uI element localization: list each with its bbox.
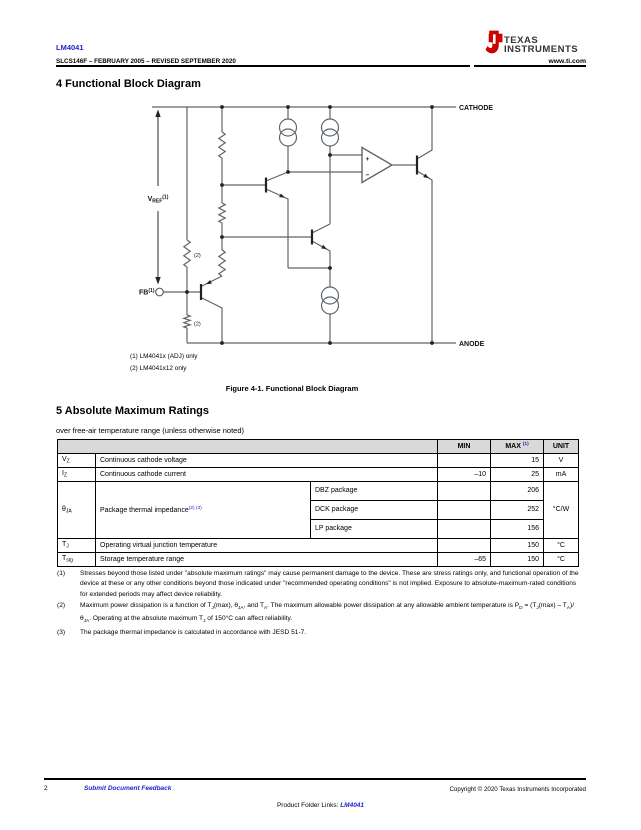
current-source: [322, 119, 339, 136]
footnote-text: The package thermal impedance is calculated in accordance with JESD 51-7.: [80, 628, 307, 636]
unit-cell: °C: [544, 539, 579, 553]
min-cell: –10: [438, 468, 491, 482]
resistor-note-top: (2): [194, 253, 201, 259]
symbol-cell: $T_{stg}$: [58, 553, 96, 567]
desc-cell: Continuous cathode current: [96, 468, 438, 482]
current-source: [322, 287, 339, 304]
desc-cell: Operating virtual junction temperature: [96, 539, 438, 553]
resistor: [219, 132, 225, 158]
section-5-subtitle: over free-air temperature range (unless otherwise noted): [56, 425, 245, 435]
header-rule-left: [56, 65, 470, 67]
functional-block-diagram: [0, 95, 641, 355]
header-unit: UNIT: [544, 440, 579, 454]
unit-cell: °C/W: [544, 482, 579, 539]
max-cell: 15: [491, 454, 544, 468]
npn2-arrow-icon: [321, 245, 328, 251]
current-source: [322, 297, 339, 314]
current-source: [322, 129, 339, 146]
desc-cell: Continuous cathode voltage: [96, 454, 438, 468]
footnote-1: [57, 569, 589, 600]
footnote-number: (2): [57, 601, 66, 609]
footnote-2: [57, 601, 589, 628]
page-number: 2: [44, 785, 48, 792]
doc-revision-info: SLCS146F – FEBRUARY 2005 – REVISED SEPTEMBER 2020: [56, 57, 236, 65]
npn1-collector: [266, 172, 288, 181]
header-min: MIN: [438, 440, 491, 454]
desc-cell: Storage temperature range: [96, 553, 438, 567]
copyright-text: Copyright © 2020 Texas Instruments Incorporated: [449, 785, 586, 793]
desc-cell: Package thermal impedance$^{(2) (3)}$: [96, 482, 311, 539]
max-cell: 206: [491, 482, 544, 501]
unit-cell: mA: [544, 468, 579, 482]
max-cell: 150: [491, 539, 544, 553]
resistor: [219, 250, 225, 276]
cathode-label: CATHODE: [459, 105, 494, 112]
product-folder-line: [0, 802, 641, 809]
npn2-collector: [312, 224, 330, 233]
brand-instruments: INSTRUMENTS: [504, 43, 579, 55]
pnp-emitter: [201, 276, 222, 287]
max-cell: 252: [491, 501, 544, 520]
min-cell: [438, 501, 491, 520]
product-folder-link[interactable]: LM4041: [340, 801, 365, 809]
npn1-emitter: [266, 189, 288, 268]
figure-caption: Figure 4-1. Functional Block Diagram: [225, 383, 359, 393]
table-row-theta-dbz: [58, 482, 579, 501]
product-folder-label: Product Folder Links:: [276, 801, 341, 809]
symbol-cell: $I_Z$: [58, 468, 96, 482]
fb-terminal: [156, 288, 164, 296]
footnote-ref-link[interactable]: (2) (3): [188, 505, 202, 511]
max-cell: 25: [491, 468, 544, 482]
section-4-title: 4 Functional Block Diagram: [56, 77, 201, 90]
fb-label: FB(1): [139, 288, 155, 297]
npn1-arrow-icon: [279, 194, 286, 200]
symbol-cell: $\theta_{JA}$: [58, 482, 96, 539]
npn3-arrow-icon: [423, 174, 430, 180]
abs-max-table: [57, 439, 579, 567]
npn3-emitter: [417, 171, 432, 343]
unit-cell: V: [544, 454, 579, 468]
submit-feedback-link[interactable]: Submit Document Feedback: [84, 785, 172, 792]
max-cell: 150: [491, 553, 544, 567]
table-row-tj: [58, 539, 579, 553]
footnote-number: (3): [57, 628, 66, 636]
header-empty-cell: [58, 440, 438, 454]
pnp-collector: [201, 298, 222, 344]
header-max: MAX $^{(1)}$: [491, 440, 544, 454]
resistor: [184, 240, 190, 267]
unit-cell: °C: [544, 553, 579, 567]
footnote-number: (1): [57, 570, 66, 577]
symbol-cell: $T_J$: [58, 539, 96, 553]
symbol-cell: $V_Z$: [58, 454, 96, 468]
section-5-title: 5 Absolute Maximum Ratings: [56, 404, 210, 417]
resistor-note-bottom: (2): [194, 321, 201, 328]
diagram-note-2: (2) LM4041x12 only: [130, 364, 187, 372]
resistor: [184, 315, 190, 328]
vref-label: VREF$^{(1)}$: [147, 194, 169, 205]
table-header-row: [58, 440, 579, 454]
arrow-down-icon: [155, 277, 160, 285]
current-source: [280, 119, 297, 136]
brand-texas: TEXAS: [504, 34, 539, 46]
footnote-3: [57, 628, 589, 638]
anode-label: ANODE: [459, 341, 485, 348]
package-cell: DCK package: [311, 501, 438, 520]
footnote-text: Stresses beyond those listed under "absolute maximum ratings" may cause permanent damage to the device. These are stress ratings only, and functional operation of the device at these or any other conditions beyond those indicated under "recommended operating conditions" is not implied. Exposure to absolute-maximum-rated conditions for extended periods may affect device reliability.: [80, 570, 579, 598]
min-cell: –65: [438, 553, 491, 567]
min-cell: [438, 539, 491, 553]
current-source: [280, 129, 297, 146]
table-row-iz: [58, 468, 579, 482]
max-cell: 156: [491, 520, 544, 539]
resistor: [219, 203, 225, 223]
footnote-ref-link[interactable]: (1): [522, 442, 529, 448]
abs-max-table-wrap: [57, 439, 579, 567]
footnote-text: Maximum power dissipation is a function of $T_J(\max)$, $\theta_{JA}$, and $T_A$. The maximum allowable power dissipation at any allowable ambient temperature is $P_D = (T_J(\max) - T_A)/\theta_{JA}$. Operating at the absolute maximum $T_J$ of 150°C can affect reliability.: [80, 601, 575, 624]
min-cell: [438, 482, 491, 501]
npn2-emitter: [312, 241, 330, 268]
diagram-note-1: (1) LM4041x (ADJ) only: [130, 353, 198, 360]
website-link[interactable]: www.ti.com: [548, 58, 586, 66]
package-cell: DBZ package: [311, 482, 438, 501]
npn3-collector: [417, 107, 432, 159]
table-row-vz: [58, 454, 579, 468]
footer-rule: [44, 778, 586, 780]
opamp-minus-label: −: [365, 172, 370, 179]
opamp-plus-label: +: [365, 156, 370, 163]
ti-logo-icon: [485, 30, 503, 54]
table-row-tstg: [58, 553, 579, 567]
min-cell: [438, 520, 491, 539]
part-number-link[interactable]: LM4041: [56, 43, 84, 52]
min-cell: [438, 454, 491, 468]
footnotes: [57, 569, 589, 639]
package-cell: LP package: [311, 520, 438, 539]
arrow-up-icon: [155, 110, 160, 118]
